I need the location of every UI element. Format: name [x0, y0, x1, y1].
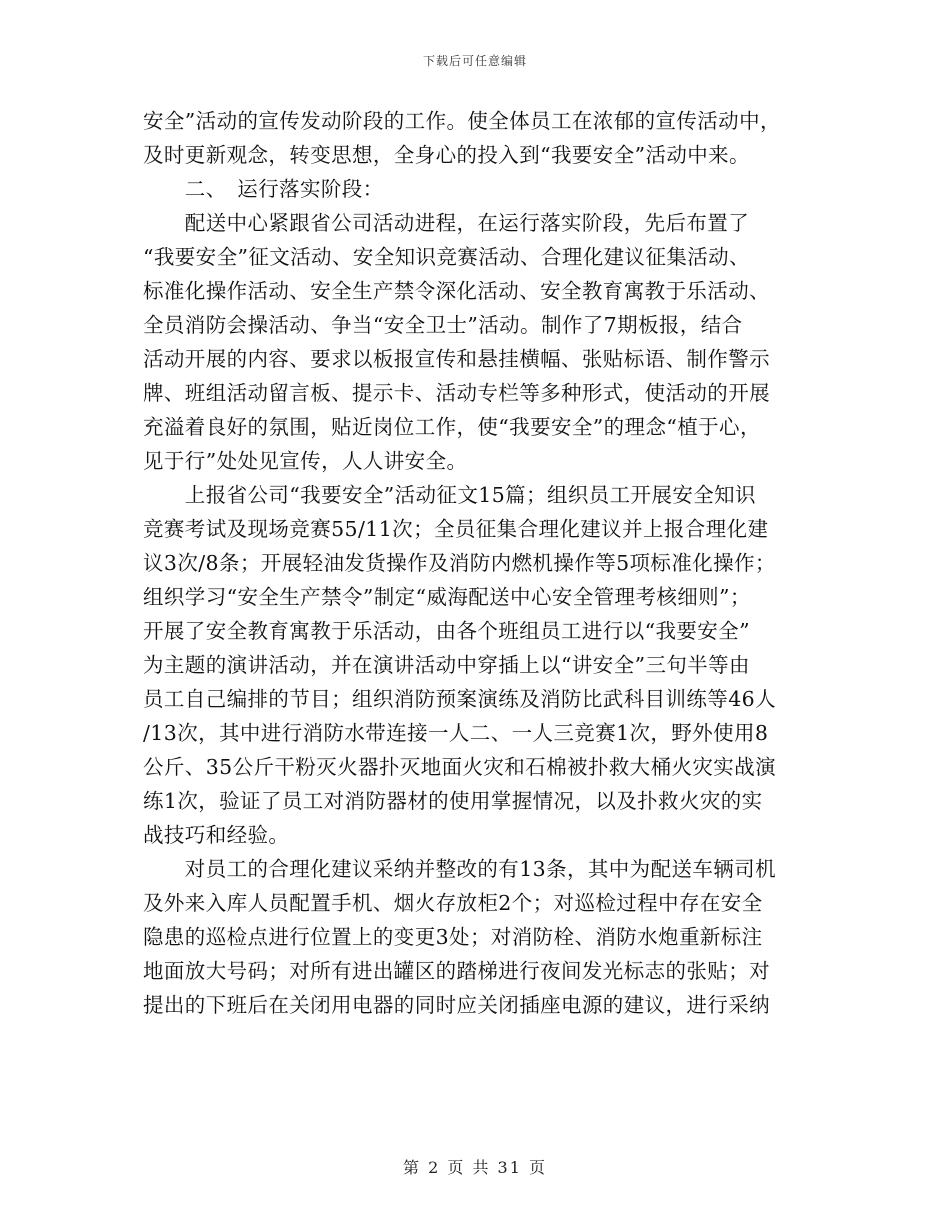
text-line: 组织学习“安全生产禁令”制定“威海配送中心安全管理考核细则”； — [143, 585, 751, 609]
text-line: 上报省公司“我要安全”活动征文15篇；组织员工开展安全知识 — [143, 483, 756, 507]
text-line: 开展了安全教育寓教于乐活动，由各个班组员工进行以“我要安全” — [143, 619, 750, 643]
text-line: 安全”活动的宣传发动阶段的工作。使全体员工在浓郁的宣传活动中， — [143, 109, 781, 133]
text-line: 地面放大号码；对所有进出罐区的踏梯进行夜间发光标志的张贴；对 — [143, 959, 770, 983]
text-line: 标准化操作活动、安全生产禁令深化活动、安全教育寓教于乐活动、 — [143, 279, 770, 303]
page-footer: 第 2 页 共 31 页 — [403, 1158, 547, 1177]
text-line: 公斤、35公斤干粉灭火器扑灭地面火灾和石棉被扑救大桶火灾实战演 — [143, 755, 776, 779]
text-line: “我要安全”征文活动、安全知识竞赛活动、合理化建议征集活动、 — [143, 245, 750, 269]
document-body — [143, 104, 805, 1022]
text-line: 牌、班组活动留言板、提示卡、活动专栏等多种形式，使活动的开展 — [143, 381, 770, 405]
text-line: 战技巧和经验。 — [143, 823, 290, 847]
text-line: 及时更新观念，转变思想，全身心的投入到“我要安全”活动中来。 — [143, 143, 750, 167]
text-line: 为主题的演讲活动，并在演讲活动中穿插上以“讲安全”三句半等由 — [143, 653, 750, 677]
text-line: 配送中心紧跟省公司活动进程，在运行落实阶段，先后布置了 — [143, 211, 750, 235]
text-line: 议3次/8条；开展轻油发货操作及消防内燃机操作等5项标准化操作； — [143, 551, 776, 575]
section-heading: 二、 运行落实阶段： — [143, 177, 384, 201]
text-line: 提出的下班后在关闭用电器的同时应关闭插座电源的建议，进行采纳 — [143, 993, 770, 1017]
text-line: /13次，其中进行消防水带连接一人二、一人三竞赛1次，野外使用8 — [143, 721, 769, 745]
text-line: 员工自己编排的节目；组织消防预案演练及消防比武科目训练等46人 — [143, 687, 776, 711]
text-line: 活动开展的内容、要求以板报宣传和悬挂横幅、张贴标语、制作警示 — [143, 347, 770, 371]
text-line: 竞赛考试及现场竞赛55/11次；全员征集合理化建议并上报合理化建 — [143, 517, 769, 541]
page-header: 下载后可任意编辑 — [422, 54, 527, 68]
text-line: 隐患的巡检点进行位置上的变更3处；对消防栓、消防水炮重新标注 — [143, 925, 763, 949]
text-line: 练1次，验证了员工对消防器材的使用掌握情况，以及扑救火灾的实 — [143, 789, 763, 813]
text-line: 对员工的合理化建议采纳并整改的有13条，其中为配送车辆司机 — [143, 857, 776, 881]
text-line: 见于行”处处见宣传，人人讲安全。 — [143, 449, 468, 473]
text-line: 充溢着良好的氛围，贴近岗位工作，使“我要安全”的理念“植于心， — [143, 415, 761, 439]
text-line: 及外来入库人员配置手机、烟火存放柜2个；对巡检过程中存在安全 — [143, 891, 763, 915]
text-line: 全员消防会操活动、争当“安全卫士”活动。制作了7期板报，结合 — [143, 313, 743, 337]
